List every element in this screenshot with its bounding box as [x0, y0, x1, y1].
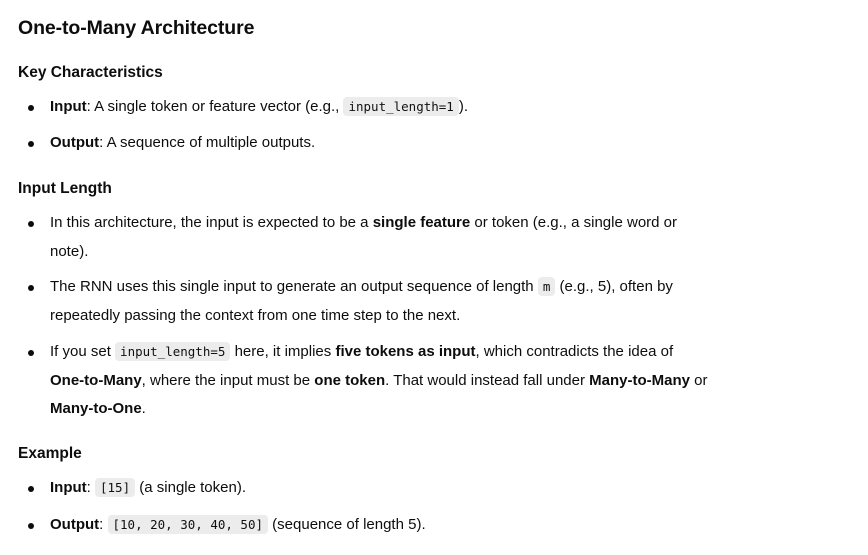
bullet-icon: [28, 141, 34, 147]
section-heading-example: Example: [18, 445, 82, 462]
inline-code: [15]: [95, 478, 135, 497]
bullet-icon: [28, 486, 34, 492]
page-title: One-to-Many Architecture: [18, 17, 255, 39]
list-item: In this architecture, the input is expected to be a single feature or token (e.g., a single word or note).: [18, 209, 708, 266]
inline-code: input_length=1: [343, 97, 458, 116]
list-item: Input: [15] (a single token).: [18, 474, 708, 503]
list-item: If you set input_length=5 here, it implies five tokens as input, which contradicts the idea of One-to-Many, where the input must be one token. That would instead fall under Many-to-Many or Many-to-One.: [18, 338, 708, 424]
bullet-icon: [28, 105, 34, 111]
list-item: Output: [10, 20, 30, 40, 50] (sequence of length 5).: [18, 511, 708, 540]
list-item: Output: A sequence of multiple outputs.: [18, 129, 708, 158]
inline-code: input_length=5: [115, 342, 230, 361]
bullet-icon: [28, 350, 34, 356]
bullet-icon: [28, 285, 34, 291]
inline-code: m: [538, 277, 556, 296]
list-item: The RNN uses this single input to generate an output sequence of length m (e.g., 5), often by repeatedly passing the context from one time step to the next.: [18, 273, 708, 330]
section-heading-input-length: Input Length: [18, 180, 112, 197]
inline-code: [10, 20, 30, 40, 50]: [108, 515, 269, 534]
bullet-icon: [28, 523, 34, 529]
section-heading-key-characteristics: Key Characteristics: [18, 64, 163, 81]
list-item: Input: A single token or feature vector (e.g., input_length=1 ).: [18, 93, 708, 122]
bullet-icon: [28, 221, 34, 227]
